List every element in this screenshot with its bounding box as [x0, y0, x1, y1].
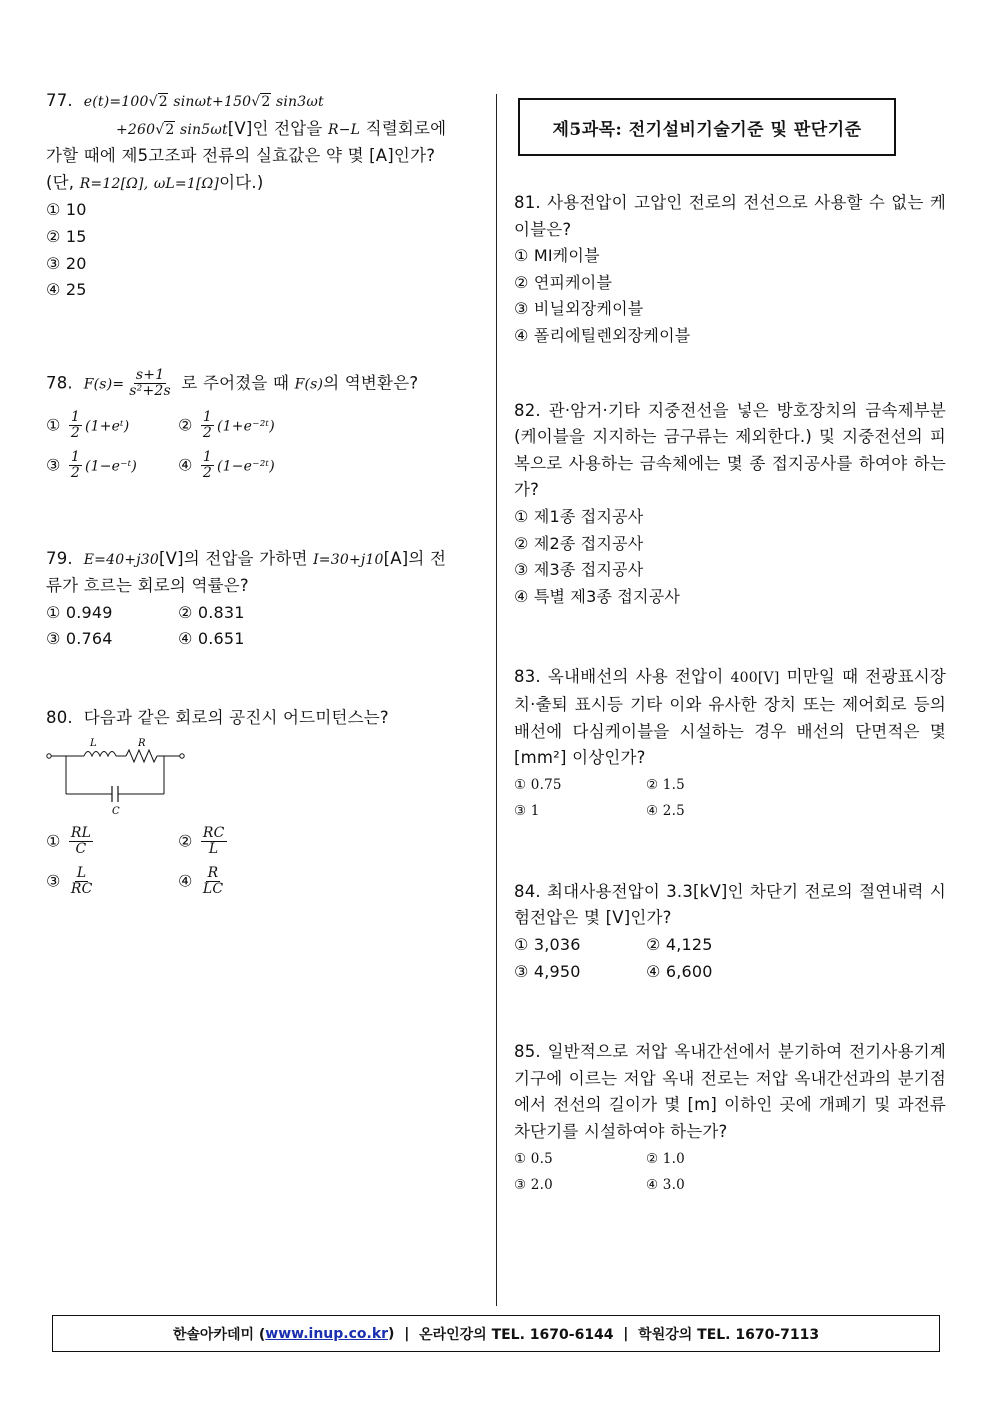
q78-option-4-mark: ④: [178, 455, 193, 475]
q77-eq-part2: sinωt+150: [173, 94, 252, 110]
q84-option-3[interactable]: ③ 4,950: [514, 961, 581, 981]
q83-option-1[interactable]: ① 0.75: [514, 776, 562, 793]
q77-cond-open: (단,: [46, 172, 75, 192]
q82-text: 관·암거·기타 지중전선을 넣은 방호장치의 금속제부분(케이블을 지지하는 금구류는 제외한다.) 및 지중전선의 피복으로 사용하는 금속체에는 몇 종 접지공사를 하여야 하는가?: [514, 400, 946, 500]
q81-option-1[interactable]: ① MI케이블: [514, 246, 600, 266]
q77-option-2[interactable]: ② 15: [46, 226, 87, 246]
question-77: [46, 88, 478, 304]
q78-option-1-den: 2: [70, 425, 80, 442]
q80-option-2-den: L: [208, 841, 219, 857]
q80-circuit-svg: [46, 736, 196, 816]
question-82-options: [514, 504, 946, 610]
q80-option-2[interactable]: [178, 826, 310, 858]
q78-option-2[interactable]: [178, 410, 310, 442]
subject-title-box: [518, 98, 896, 156]
q78-option-2-num: 1: [202, 408, 212, 425]
question-78-options: [46, 406, 478, 486]
q79-text1: [V]의 전압을 가하면: [159, 548, 308, 568]
q83-text1: 옥내배선의 사용 전압이: [547, 667, 724, 687]
q77-option-3[interactable]: ③ 20: [46, 253, 87, 273]
q80-option-2-num: RC: [202, 824, 225, 841]
q80-option-3-num: L: [76, 864, 87, 881]
q83-option-3[interactable]: ③ 1: [514, 803, 540, 820]
right-column: [514, 190, 946, 1199]
q78-denominator: s²+2s: [129, 383, 171, 400]
q85-option-4[interactable]: ④ 3.0: [646, 1177, 685, 1194]
q79-option-1[interactable]: ① 0.949: [46, 602, 113, 622]
q77-eq-part1: e(t)=100: [83, 94, 149, 110]
question-84-number: 84.: [514, 881, 541, 901]
question-77-options: [46, 197, 478, 303]
q81-option-2[interactable]: ② 연피케이블: [514, 272, 613, 292]
q80-circuit-diagram: [46, 736, 196, 816]
question-81-stem: [514, 190, 946, 243]
q80-option-1-den: C: [75, 841, 87, 857]
q83-options-row-2: [514, 798, 946, 825]
question-82-number: 82.: [514, 400, 541, 420]
q78-fraction: [127, 368, 173, 400]
q78-option-3-frac: [69, 450, 82, 482]
q77-sqrt-a: 2: [158, 94, 168, 110]
q77-eq-part3: sin3ωt: [275, 94, 324, 110]
q80-option-4-mark: ④: [178, 871, 193, 890]
q78-options-row-2: [46, 446, 478, 486]
question-80: [46, 705, 478, 902]
q83-options-row-1: [514, 772, 946, 799]
q78-option-2-frac: [201, 410, 214, 442]
q80-option-2-mark: ②: [178, 831, 193, 850]
question-80-stem: [46, 705, 478, 732]
question-79: [46, 546, 478, 653]
q85-options-row-2: [514, 1172, 946, 1199]
question-79-number: 79.: [46, 548, 73, 568]
q80-option-1-mark: ①: [46, 831, 61, 850]
q78-numerator: s+1: [135, 366, 165, 383]
q80-option-3-den: RC: [70, 881, 93, 897]
q80-option-3-frac: [69, 866, 95, 898]
q78-tail-text: 의 역변환은?: [323, 373, 419, 393]
q80-option-3[interactable]: [46, 866, 178, 898]
question-84-stem: [514, 879, 946, 932]
q80-label-c: C: [112, 805, 120, 816]
footer-website-link[interactable]: www.inup.co.kr: [265, 1325, 389, 1342]
q84-option-2[interactable]: ② 4,125: [646, 935, 713, 955]
column-divider: [496, 94, 497, 1306]
q78-mid-text: 로 주어졌을 때: [181, 373, 290, 393]
q78-option-4[interactable]: [178, 450, 310, 482]
q78-option-2-den: 2: [202, 425, 212, 442]
q84-options-row-1: [514, 932, 946, 959]
question-78-number: 78.: [46, 373, 73, 393]
q79-options-row-1: [46, 600, 478, 627]
q78-options-row-1: [46, 406, 478, 446]
q85-options-row-1: [514, 1146, 946, 1173]
q80-option-4-den: LC: [202, 881, 224, 897]
question-77-line3: 가할 때에 제5고조파 전류의 실효값은 약 몇 [A]인가?: [46, 146, 436, 166]
q80-option-3-mark: ③: [46, 871, 61, 890]
q81-option-4[interactable]: ④ 폴리에틸렌외장케이블: [514, 325, 691, 345]
q85-option-1[interactable]: ① 0.5: [514, 1150, 553, 1167]
question-81-options: [514, 243, 946, 349]
question-77-number: 77.: [46, 91, 73, 110]
footer-online-tel: 온라인강의 TEL. 1670-6144: [419, 1326, 614, 1343]
footer-offline-tel: 학원강의 TEL. 1670-7113: [638, 1326, 820, 1343]
question-79-stem: [46, 546, 478, 574]
footer-after-url: ): [388, 1325, 395, 1342]
q83-text2: 미만일 때 전광표시장치·출퇴 표시등 기타 이와 유사한 장치 또는 제어회로 등의 배선에 다심케이블을 시설하는 경우 배선의 단면적은 몇 [mm²] 이상인가?: [514, 667, 946, 768]
q77-cond-r: R=12[Ω],: [79, 175, 149, 192]
question-83-options: [514, 772, 946, 825]
q82-option-3[interactable]: ③ 제3종 접지공사: [514, 560, 644, 580]
q79-option-3[interactable]: ③ 0.764: [46, 629, 113, 649]
q85-option-2[interactable]: ② 1.0: [646, 1150, 685, 1167]
q82-option-4[interactable]: ④ 특별 제3종 접지공사: [514, 586, 681, 606]
subject-title: 제5과목: 전기설비기술기준 및 판단기준: [552, 119, 862, 140]
footer-academy: 한솔아카데미 (: [172, 1326, 266, 1343]
q78-option-1-mark: ①: [46, 415, 61, 435]
q78-option-4-num: 1: [202, 448, 212, 465]
question-78: [46, 368, 478, 486]
q84-options-row-2: [514, 959, 946, 986]
q79-text2: [A]의 전: [383, 548, 447, 568]
q80-option-2-frac: [201, 826, 227, 858]
q83-option-4[interactable]: ④ 2.5: [646, 803, 685, 820]
q77-sqrt-c: 2: [165, 121, 175, 138]
question-79-line2: 류가 흐르는 회로의 역률은?: [46, 576, 249, 596]
q77-sqrt-b: 2: [261, 94, 271, 110]
question-77-line4: [46, 170, 478, 198]
q77-eq-part7: R−L: [328, 121, 361, 138]
question-80-options: [46, 822, 478, 902]
q84-option-1[interactable]: ① 3,036: [514, 935, 581, 955]
q81-text: 사용전압이 고압인 전로의 전선으로 사용할 수 없는 케이블은?: [514, 193, 946, 239]
question-77-stem: 77. e(t)=100√2 sinωt+150√2 sin3ωt: [46, 91, 324, 110]
q82-option-1[interactable]: ① 제1종 접지공사: [514, 506, 644, 526]
q85-text: 일반적으로 저압 옥내간선에서 분기하여 전기사용기계기구에 이르는 저압 옥내 전로는 저압 옥내간선과의 분기점에서 전선의 길이가 몇 [m] 이하인 곳에 개폐기 및 과전류 차단기를 시설하여야 하는가?: [514, 1042, 946, 1142]
q78-lhs: F(s)=: [83, 376, 125, 393]
question-83: [514, 664, 946, 825]
question-83-stem: [514, 664, 946, 771]
q78-option-1-expr: (1+eᵗ): [84, 418, 130, 435]
question-84-options: [514, 932, 946, 985]
question-81-number: 81.: [514, 193, 541, 212]
q78-option-3-mark: ③: [46, 455, 61, 475]
q77-eq-part6: [V]인 전압을: [227, 118, 323, 138]
footer-bar: [52, 1315, 940, 1352]
q78-option-4-frac: [201, 450, 214, 482]
q78-option-1[interactable]: [46, 410, 178, 442]
question-81: [514, 190, 946, 350]
q79-options-row-2: [46, 626, 478, 653]
q80-text: 다음과 같은 회로의 공진시 어드미턴스는?: [83, 707, 389, 727]
q80-options-row-1: [46, 822, 478, 862]
q78-option-3-den: 2: [70, 465, 80, 482]
q85-option-3[interactable]: ③ 2.0: [514, 1177, 553, 1194]
question-85: [514, 1039, 946, 1199]
q79-e-value: E=40+j30: [83, 551, 159, 568]
q77-cond-close: 이다.): [219, 172, 264, 192]
q78-option-3-num: 1: [70, 448, 80, 465]
left-column: [46, 88, 478, 902]
question-78-stem: [46, 368, 478, 400]
q80-options-row-2: [46, 862, 478, 902]
q79-option-4[interactable]: ④ 0.651: [178, 629, 245, 649]
q78-option-2-mark: ②: [178, 415, 193, 435]
q78-option-2-expr: (1+e⁻²ᵗ): [216, 418, 275, 435]
footer-separator-2: |: [623, 1325, 629, 1342]
q78-option-4-den: 2: [202, 465, 212, 482]
q78-option-3-expr: (1−e⁻ᵗ): [84, 458, 138, 475]
question-83-number: 83.: [514, 667, 541, 687]
question-85-stem: [514, 1039, 946, 1145]
q77-eq-part5: sin5ωt: [179, 121, 228, 138]
q77-option-4[interactable]: ④ 25: [46, 280, 87, 300]
question-82: [514, 398, 946, 611]
q79-i-value: I=30+j10: [313, 551, 384, 568]
q78-option-1-frac: [69, 410, 82, 442]
q78-option-1-num: 1: [70, 408, 80, 425]
q80-label-l: L: [90, 737, 97, 749]
q79-option-2[interactable]: ② 0.831: [178, 602, 245, 622]
q80-option-1-num: RL: [70, 824, 92, 841]
q82-option-2[interactable]: ② 제2종 접지공사: [514, 533, 644, 553]
q80-option-1[interactable]: [46, 826, 178, 858]
question-85-number: 85.: [514, 1042, 541, 1062]
question-77-line2: +260√2 sin5ωt[V]인 전압을 R−L 직렬회로에: [116, 118, 447, 138]
question-80-number: 80.: [46, 707, 73, 727]
q78-fs: F(s): [294, 376, 324, 393]
q78-option-4-expr: (1−e⁻²ᵗ): [216, 458, 275, 475]
q80-option-4[interactable]: [178, 866, 310, 898]
q77-option-1[interactable]: ① 10: [46, 200, 87, 220]
q80-option-4-num: R: [207, 864, 219, 881]
q84-option-4[interactable]: ④ 6,600: [646, 961, 713, 981]
q83-voltage: 400[V]: [730, 670, 780, 687]
q83-option-2[interactable]: ② 1.5: [646, 776, 685, 793]
question-84: [514, 879, 946, 985]
q81-option-3[interactable]: ③ 비닐외장케이블: [514, 299, 644, 319]
question-79-options: [46, 600, 478, 653]
question-85-options: [514, 1146, 946, 1199]
q78-option-3[interactable]: [46, 450, 178, 482]
q80-label-r: R: [138, 737, 146, 749]
q77-eq-part4: +260: [116, 121, 156, 138]
q80-option-1-frac: [69, 826, 93, 858]
question-82-stem: [514, 398, 946, 504]
q80-option-4-frac: [201, 866, 225, 898]
q77-eq-part8: 직렬회로에: [365, 118, 447, 138]
footer-separator-1: |: [404, 1325, 410, 1342]
q84-text: 최대사용전압이 3.3[kV]인 차단기 전로의 절연내력 시험전압은 몇 [V]인가?: [514, 881, 946, 928]
q77-cond-wl: ωL=1[Ω]: [153, 175, 220, 192]
